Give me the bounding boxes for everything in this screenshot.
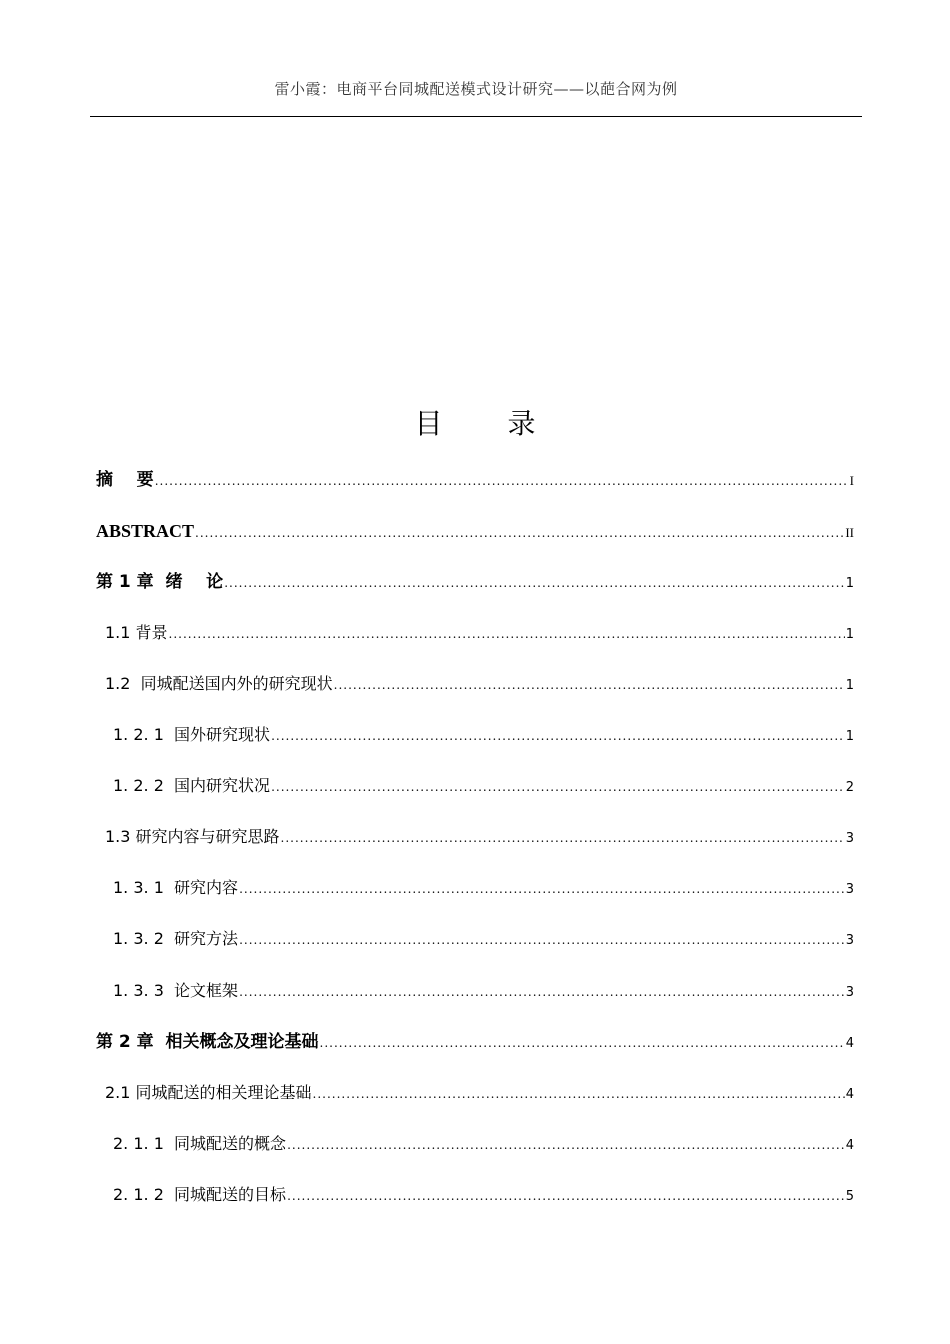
toc-entry[interactable] [105, 1081, 854, 1105]
toc-entry[interactable] [96, 468, 854, 492]
toc-entry-label: 2. 1. 2 同城配送的目标 [113, 1185, 287, 1204]
dot-leader [155, 469, 849, 493]
toc-entry[interactable] [105, 825, 854, 849]
dot-leader [239, 877, 845, 901]
toc-entry-label: 第 1 章 绪 论 [96, 572, 224, 592]
toc-entry-page: 1 [845, 627, 854, 642]
running-header: 雷小霞：电商平台同城配送模式设计研究——以葩合网为例 [274, 80, 678, 98]
toc-entry-label: 2.1 同城配送的相关理论基础 [105, 1083, 312, 1102]
dot-leader [195, 521, 844, 545]
toc-entry-label: 2. 1. 1 同城配送的概念 [113, 1134, 287, 1153]
toc-entry-page: 3 [845, 985, 854, 1000]
toc-entry-page: 1 [845, 576, 854, 591]
toc-entry-label: 1. 3. 3 论文框架 [113, 981, 239, 1000]
dot-leader [271, 724, 845, 748]
toc-entry[interactable] [113, 1132, 854, 1156]
toc-entry-label: 1. 2. 2 国内研究状况 [113, 776, 271, 795]
toc-entry[interactable] [105, 672, 854, 696]
toc-entry-label: 1. 3. 2 研究方法 [113, 929, 239, 948]
toc-entry[interactable] [113, 927, 854, 951]
toc-entry[interactable] [113, 1183, 854, 1207]
dot-leader [313, 1082, 845, 1106]
toc-entry[interactable] [105, 621, 854, 645]
toc-entry-page: 3 [845, 882, 854, 897]
toc-entry-page: 4 [845, 1036, 854, 1051]
toc-entry-label: ABSTRACT [96, 521, 195, 541]
toc-entry-label: 第 2 章 相关概念及理论基础 [96, 1032, 319, 1052]
toc-entry-page: 4 [845, 1138, 854, 1153]
dot-leader [271, 775, 845, 799]
dot-leader [334, 673, 845, 697]
toc-entry-page: 5 [845, 1189, 854, 1204]
header-rule [90, 116, 862, 117]
dot-leader [239, 980, 845, 1004]
toc-entry-page: 4 [845, 1087, 854, 1102]
toc-entry-page: 2 [845, 780, 854, 795]
toc-entry[interactable] [96, 519, 854, 543]
dot-leader [287, 1133, 845, 1157]
toc-entry[interactable] [113, 876, 854, 900]
toc-entry-label: 1.3 研究内容与研究思路 [105, 827, 280, 846]
dot-leader [169, 622, 845, 646]
dot-leader [281, 826, 845, 850]
dot-leader [239, 928, 845, 952]
toc-entry-page: I [849, 473, 854, 488]
toc-entry[interactable] [96, 570, 854, 594]
dot-leader [224, 571, 845, 595]
dot-leader [287, 1184, 845, 1208]
toc-entry-page: 3 [845, 831, 854, 846]
toc-entry-label: 1. 3. 1 研究内容 [113, 878, 239, 897]
toc-entry-label: 1.2 同城配送国内外的研究现状 [105, 674, 333, 693]
toc-entry-page: 1 [845, 678, 854, 693]
toc-title: 目 录 [414, 407, 564, 440]
toc-entry-label: 1.1 背景 [105, 623, 168, 642]
toc-entry[interactable] [113, 979, 854, 1003]
dot-leader [320, 1031, 845, 1055]
toc-entry[interactable] [113, 774, 854, 798]
toc-entry-label: 1. 2. 1 国外研究现状 [113, 725, 271, 744]
toc-entry[interactable] [113, 723, 854, 747]
toc-entry-page: 3 [845, 933, 854, 948]
toc-entry[interactable] [96, 1030, 854, 1054]
toc-entry-label: 摘 要 [96, 470, 154, 490]
toc-entry-page: 1 [845, 729, 854, 744]
toc-entry-page: II [845, 525, 854, 540]
